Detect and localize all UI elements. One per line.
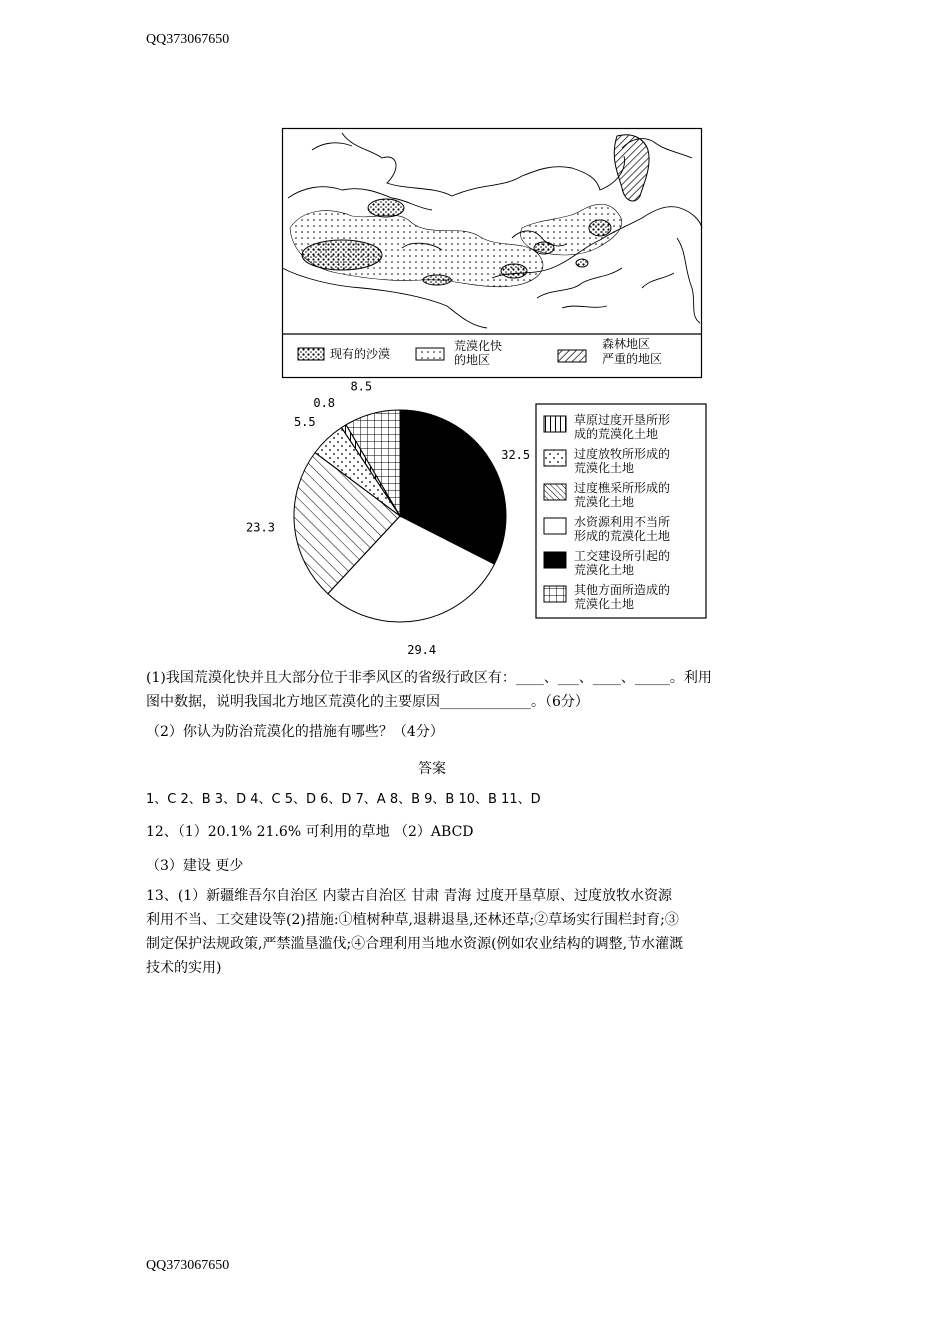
legend-swatch-2 (544, 484, 566, 500)
legend-swatch-0 (544, 416, 566, 432)
header-text: QQ373067650 (146, 32, 230, 47)
legend-label-0-0: 草原过度开垦所形 (574, 413, 671, 427)
legend-label-5-0: 其他方面所造成的 (574, 583, 671, 597)
legend-swatch-1 (544, 450, 566, 466)
desertification-pie-chart (246, 379, 708, 658)
answer-title: 答案 (418, 761, 446, 777)
legend-swatch-3 (544, 518, 566, 534)
question-2: （2）你认为防治荒漠化的措施有哪些？（4分） (146, 724, 444, 740)
footer-text: QQ373067650 (146, 1258, 230, 1273)
legend-label-1-0: 过度放牧所形成的 (574, 447, 671, 461)
legend-label-5-1: 荒漠化土地 (574, 597, 635, 611)
legend-label-4-1: 荒漠化土地 (574, 563, 635, 577)
legend-label-3-1: 形成的荒漠化土地 (574, 529, 671, 543)
legend-label-3-0: 水资源利用不当所 (574, 515, 671, 529)
pie-slices (294, 410, 506, 622)
desertification-map (282, 128, 702, 378)
answer-line-2: 12、（1）20.1% 21.6% 可利用的草地 （2）ABCD (146, 824, 474, 840)
answer-line-4: 13、(1）新疆维吾尔自治区 内蒙古自治区 甘肃 青海 过度开垦草原、过度放牧水资源 (146, 888, 672, 904)
answer-line-1: 1、C 2、B 3、D 4、C 5、D 6、D 7、A 8、B 9、B 10、B 11、D (146, 792, 541, 807)
answer-line-7: 技术的实用) (146, 960, 222, 976)
pie-value-label-0: 32.5 (501, 448, 531, 463)
legend-swatch-5 (544, 586, 566, 602)
legend-swatch-4 (544, 552, 566, 568)
question-1-line-2: 图中数据，说明我国北方地区荒漠化的主要原因_____________。（6分） (146, 694, 589, 710)
map-legend-label-fast-2: 的地区 (454, 353, 491, 367)
answer-line-3: （3）建设 更少 (146, 858, 244, 874)
pie-value-label-1: 29.4 (407, 643, 437, 658)
legend-label-1-1: 荒漠化土地 (574, 461, 635, 475)
answer-line-6: 制定保护法规政策,严禁滥垦滥伐;④合理利用当地水资源(例如农业结构的调整,节水灌溉 (146, 936, 684, 952)
pie-value-label-2: 23.3 (246, 520, 275, 535)
pie-value-label-3: 5.5 (293, 414, 316, 429)
map-legend-label-forest-1: 森林地区 (602, 337, 651, 351)
map-legend-label-fast-1: 荒漠化快 (454, 339, 503, 353)
pie-legend (536, 404, 706, 618)
legend-label-4-0: 工交建设所引起的 (574, 549, 671, 563)
legend-label-2-1: 荒漠化土地 (574, 495, 635, 509)
map-legend-label-desert: 现有的沙漠 (330, 347, 391, 361)
answer-line-5: 利用不当、工交建设等(2)措施:①植树种草,退耕退垦,还林还草;②草场实行围栏封育;③ (146, 912, 679, 928)
legend-label-2-0: 过度樵采所形成的 (574, 481, 671, 495)
map-legend-label-forest-2: 严重的地区 (602, 352, 663, 366)
question-1-line-1: (1)我国荒漠化快并且大部分位于非季风区的省级行政区有：____、___、____、_____。利用 (146, 670, 712, 686)
pie-value-label-4: 0.8 (313, 395, 336, 410)
pie-value-label-5: 8.5 (350, 379, 373, 394)
legend-label-0-1: 成的荒漠化土地 (574, 427, 659, 441)
